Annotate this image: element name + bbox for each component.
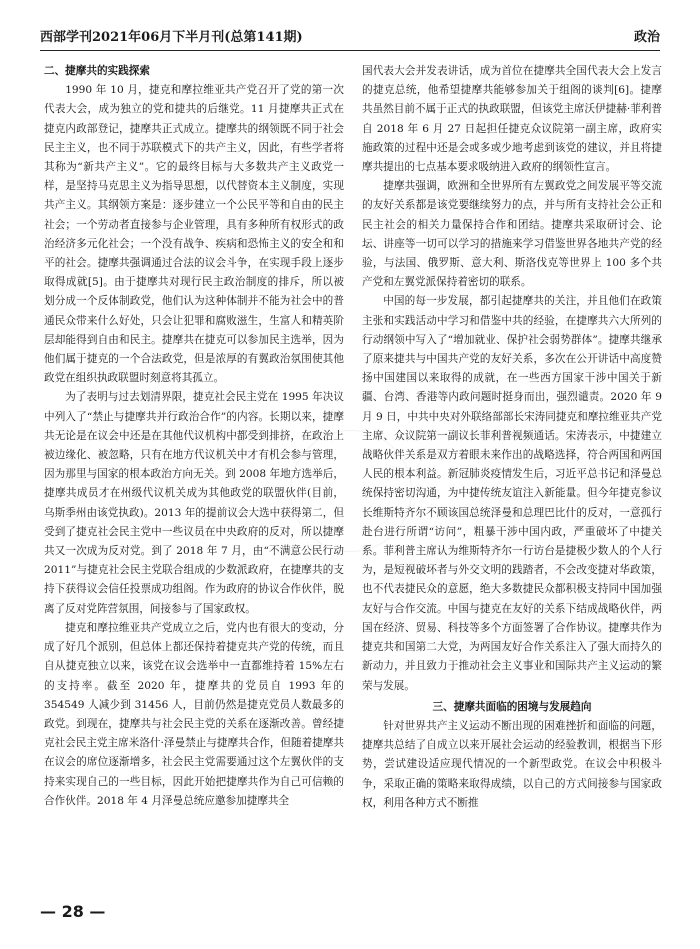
paragraph: 捷克和摩拉维亚共产党成立之后，党内也有很大的变动，分成了好几个派别，但总体上都还保持着捷克共产党的传统，而且自从捷克独立以来，该党在议会选举中一直都维持着 15%左右的支持率。截至 2020 年，捷摩共的党员自 1993 年的 354549 人减少到 31456 人，目前仍然是捷克党员人数最多的政党。到现在，捷摩共与社会民主党的关系在逐渐改善。曾经捷克社会民主党主席米洛什·泽曼禁止与捷摩共合作，但随着捷摩共在议会的席位逐渐增多，社会民主党需要通过这个左翼伙伴的支持来实现自己的一些目标，因此开始把捷摩共作为自己可信赖的合作伙伴。2018 年 4 月泽曼总统应邀参加捷摩共全 [44, 621, 344, 807]
faint-watermark [290, 430, 412, 552]
paragraph: 中国的每一步发展，都引起捷摩共的关注，并且他们在政策主张和实践活动中学习和借鉴中共的经验，在捷摩共六大所列的行动纲领中写入了“增加就业、保护社会弱势群体”。捷摩共继承了原来捷共与中国共产党的友好关系，多次在公开讲话中高度赞扬中国建国以来取得的成就，在一些西方国家干涉中国关于新疆、台湾、香港等内政问题时挺身而出，强烈谴责。2020 年 9 月 9 日，中共中央对外联络部部长宋涛同捷克和摩拉维亚共产党主席、众议院第一副议长菲利普视频通话。宋涛表示，中捷建立战略伙伴关系是双方着眼未来作出的战略选择，符合两国和两国人民的根本利益。新冠肺炎疫情发生后，习近平总书记和泽曼总统保持密切沟通，为中捷传统友谊注入新能量。但今年捷克参议长维斯特齐尔不顾该国总统泽曼和总理巴比什的反对，一意孤行赴台进行所谓“访问”，粗暴干涉中国内政，严重破坏了中捷关系。菲利普主席认为维斯特齐尔一行访台是捷极少数人的个人行为，是短视破坏者与外交文明的践踏者，不会改变捷对华政策，也不代表捷民众的意愿，绝大多数捷民众都积极支持同中国加强友好与合作交流。中国与捷克在友好的关系下结成战略伙伴，两国在经济、贸易、科技等多个方面签署了合作协议。捷摩共作为捷克共和国第二大党，为两国友好合作关系注入了强大而持久的新动力，并且致力于推动社会主义事业和国际共产主义运动的繁荣与发展。 [362, 295, 662, 692]
header-rule [40, 50, 660, 51]
paragraph: 1990 年 10 月，捷克和摩拉维亚共产党召开了党的第一次代表大会，成为独立的党和捷共的后继党。11 月捷摩共正式在捷克内政部登记，捷摩共正式成立。捷摩共的纲领既不同于社会民主主义，也不同于苏联模式下的共产主义，因此，有些学者将其称为“新共产主义”。它的最终目标与大多数共产主义政党一样，是坚持马克思主义为指导思想，以代替资本主义制度，实现共产主义。其纲领方案是：逐步建立一个公民平等和自由的民主社会；一个劳动者直接参与企业管理，具有多种所有权形式的政治经济多元化社会；一个没有战争、疾病和恐怖主义的安全和和平的社会。捷摩共强调通过合法的议会斗争，在实现手段上逐步取得成就[5]。由于捷摩共对现行民主政治制度的排斥，所以被划分成一个反体制政党，他们认为这种体制并不能为社会中的普通民众带来什么好处，只会让犯罪和腐败滋生，生富人和精英阶层却能得到自由和民主。捷摩共在捷克可以参加民主选举，因为他们属于捷克的一个合法政党，但是浓厚的有翼政治氛围使其他政党在组织执政联盟时刻意将其孤立。 [44, 84, 344, 385]
journal-masthead: 西部学刊2021年06月下半月刊(总第141期) [40, 30, 303, 45]
paragraph: 国代表大会并发表讲话，成为首位在捷摩共全国代表大会上发言的捷克总统，他希望捷摩共能够参加关于组阁的谈判[6]。捷摩共虽然目前不属于正式的执政联盟，但该党主席沃伊捷赫·菲利普自 2018 年 6 月 27 日起担任捷克众议院第一副主席，政府实施政策的过程中还是会或多或少地考虑到该党的建议，并且将捷摩共提出的七点基本要求吸纳进入政府的纲领性宣言。 [362, 65, 662, 174]
paragraph: 为了表明与过去划清界限，捷克社会民主党在 1995 年决议中列入了“禁止与捷摩共并行政治合作”的内容。长期以来，捷摩共无论是在议会中还是在其他代议机构中都受到排挤，在政治上被边缘化、被忽略，只有在地方代议机关中才有机会参与管理，因为那里与国家的根本政治方向无关。到 2008 年地方选举后，捷摩共成员才在州级代议机关成为其他政党的联盟伙伴(目前，乌斯季州由该党执政)。2013 年的提前议会大选中获得第二，但受到了捷克社会民主党中一些议员在中央政府的反对，所以捷摩共又一次成为反对党。到了 2018 年 7 月，由“不满意公民行动 2011”与捷克社会民主党联合组成的少数派政府，在捷摩共的支持下获得议会信任投票成功组阁。作为政府的协议合作伙伴，脱离了反对党阵营氛围，间接参与了国家政权。 [44, 391, 344, 615]
section-heading-2: 二、捷摩共的实践探索 [44, 65, 150, 77]
paragraph: 捷摩共强调，欧洲和全世界所有左翼政党之间发展平等交流的友好关系都是该党要继续努力的点，并与所有支持社会公正和民主社会的相关力量保持合作和团结。捷摩共采取研讨会、论坛、讲座等一切可以学习的措施来学习借鉴世界各地共产党的经验，与法国、俄罗斯、意大利、斯洛伐克等世界上 100 多个共产党和左翼党派保持着密切的联系。 [362, 180, 662, 289]
section-label: 政治 [633, 30, 660, 45]
page-header [40, 26, 660, 48]
paragraph: 针对世界共产主义运动不断出现的困难挫折和面临的问题，捷摩共总结了自成立以来开展社会运动的经验教训，根据当下形势，尝试建设适应现代情况的一个新型政党。在议会中积极斗争，采取正确的策略来取得成绩，以自己的方式间接参与国家政权，利用各种方式不断推 [362, 719, 662, 809]
section-heading-3: 三、捷摩共面临的困境与发展趋向 [432, 700, 592, 713]
page-number: — 28 — [40, 902, 106, 921]
